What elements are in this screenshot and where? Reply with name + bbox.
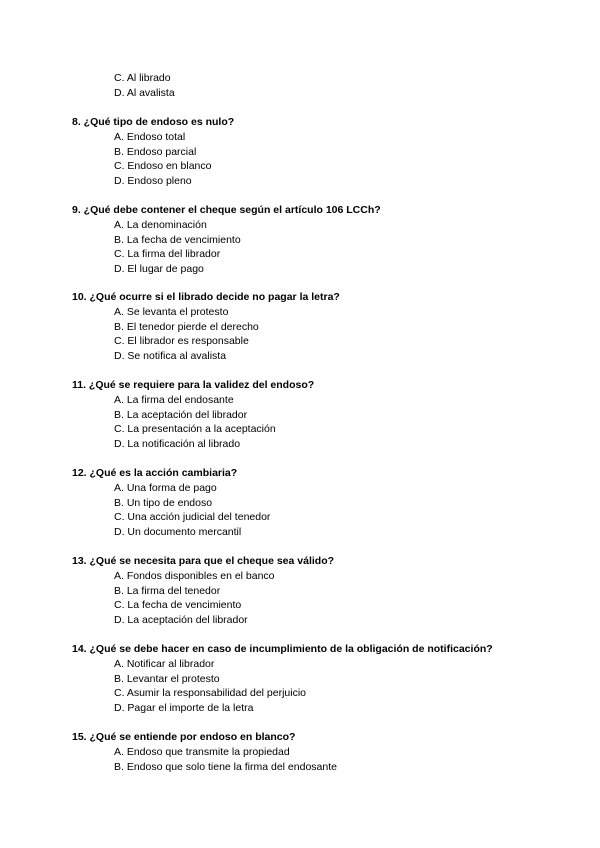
- option-b: B. Un tipo de endoso: [114, 496, 213, 509]
- option-b: B. La firma del tenedor: [114, 584, 221, 597]
- option-a: A. La firma del endosante: [114, 394, 234, 406]
- option-d: D. La aceptación del librador: [114, 613, 248, 626]
- question-title: 9. ¿Qué debe contener el cheque según el artículo 106 LCCh?: [72, 204, 381, 216]
- question-title: 14. ¿Qué se debe hacer en caso de incumplimiento de la obligación de notificación?: [72, 643, 493, 655]
- question-title: 10. ¿Qué ocurre si el librado decide no pagar la letra?: [72, 291, 340, 303]
- carryover-options: [114, 71, 175, 100]
- option-a: A. Fondos disponibles en el banco: [114, 570, 275, 582]
- option-d: D. La notificación al librado: [114, 437, 241, 450]
- option-a: A. Endoso que transmite la propiedad: [114, 746, 290, 758]
- question-11: [72, 378, 314, 451]
- option-d: D. Un documento mercantil: [114, 525, 242, 538]
- option-a: A. Una forma de pago: [114, 482, 217, 494]
- question-title: 13. ¿Qué se necesita para que el cheque sea válido?: [72, 555, 335, 567]
- option-c: C. La firma del librador: [114, 248, 221, 261]
- option-a: A. Endoso total: [114, 131, 186, 143]
- option: C. Al librado: [114, 72, 171, 84]
- question-title: 11. ¿Qué se requiere para la validez del endoso?: [72, 379, 315, 391]
- question-14: [72, 642, 493, 715]
- option-a: A. Notificar al librador: [114, 658, 215, 670]
- question-title: 15. ¿Qué se entiende por endoso en blanco?: [72, 731, 296, 743]
- option-c: C. El librador es responsable: [114, 335, 249, 348]
- question-8: [72, 115, 234, 188]
- question-10: [72, 290, 340, 363]
- question-12: [72, 466, 270, 539]
- option-b: B. Endoso que solo tiene la firma del endosante: [114, 760, 337, 773]
- option-b: B. La fecha de vencimiento: [114, 233, 241, 246]
- question-title: 8. ¿Qué tipo de endoso es nulo?: [72, 116, 235, 128]
- option-b: B. Endoso parcial: [114, 145, 197, 158]
- question-title: 12. ¿Qué es la acción cambiaria?: [72, 467, 238, 479]
- option-d: D. El lugar de pago: [114, 262, 204, 275]
- option-c: C. La presentación a la aceptación: [114, 423, 276, 436]
- question-9: [72, 203, 381, 276]
- option-c: C. Asumir la responsabilidad del perjuicio: [114, 687, 307, 700]
- question-13: [72, 554, 334, 627]
- option-d: D. Pagar el importe de la letra: [114, 701, 254, 714]
- option-c: C. La fecha de vencimiento: [114, 599, 242, 612]
- option-a: A. La denominación: [114, 219, 207, 231]
- option-d: D. Se notifica al avalista: [114, 349, 227, 362]
- option-a: A. Se levanta el protesto: [114, 306, 229, 318]
- option-d: D. Endoso pleno: [114, 174, 192, 187]
- question-15: [72, 730, 337, 774]
- option-c: C. Una acción judicial del tenedor: [114, 511, 271, 524]
- option-b: B. La aceptación del librador: [114, 408, 248, 421]
- option-c: C. Endoso en blanco: [114, 160, 212, 173]
- option-b: B. El tenedor pierde el derecho: [114, 320, 259, 333]
- option: D. Al avalista: [114, 86, 175, 99]
- option-b: B. Levantar el protesto: [114, 672, 220, 685]
